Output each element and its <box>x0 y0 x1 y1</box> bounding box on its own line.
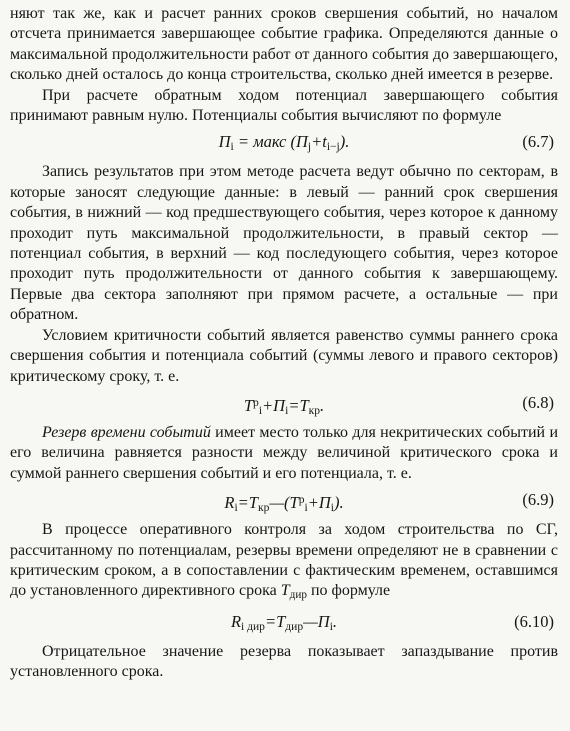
paragraph-2: При расчете обратным ходом потенциал завершающего события принимают равным нулю. Потенциалы события вычисляют по формуле <box>10 86 558 125</box>
paragraph-7: Отрицательное значение резерва показывает запаздывание против установленного срока. <box>10 642 558 680</box>
formula-6-10 <box>10 612 558 638</box>
formula-number: (6.10) <box>514 611 554 631</box>
paragraph-6-text: В процессе оперативного контроля за ходом строительства по СГ, рассчитанному по потенциалам, резервы времени определяют не в сравнении с критическим сроком, а в сопоставлении с фактическим временем, оставшимся до установленного директивного срока <box>10 521 558 600</box>
formula-expression: $R_{i дир}=T_{дир}—П_i$. <box>230 611 338 633</box>
formula-number: (6.7) <box>522 132 554 152</box>
formula-expression: $R_i=T_{кр}—(T^р_i+П_i)$. <box>224 493 344 515</box>
paragraph-1: няют так же, как и расчет ранних сроков свершения событий, но началом отсчета принимается завершающее событие графика. Определяются данные о максимальной продолжительности работ от данного события до завершающего, сколько дней осталось до конца строительства, сколько дней имеется в резерве. <box>10 5 558 84</box>
formula-expression: $П_i$ = макс $(П_j+t_{i-j})$. <box>218 132 350 154</box>
paragraph-5-text: имеет место только для некритических событий и его величина равняется разности между величиной критического срока и суммой раннего свершения событий и его потенциала, т. е. <box>10 423 559 482</box>
formula-number: (6.9) <box>522 490 554 510</box>
document-page <box>10 4 558 682</box>
formula-6-9 <box>10 490 558 516</box>
formula-expression: $T^р_i+П_i=T_{кр}$. <box>243 396 325 417</box>
paragraph-6 <box>10 520 558 605</box>
formula-6-8 <box>10 393 558 419</box>
term-italic: Резерв времени событий <box>42 423 211 441</box>
paragraph-4: Условием критичности событий является равенство суммы раннего срока свершения события и потенциала событий (суммы левого и правого секторов) критическому сроку, т. е. <box>10 326 558 385</box>
paragraph-6-tail: по формуле <box>306 582 391 600</box>
t-dir-symbol: $T_{дир}$ <box>280 582 307 602</box>
formula-6-7 <box>10 132 558 158</box>
paragraph-3: Запись результатов при этом методе расчета ведут обычно по секторам, в которые заносят следующие данные: в левый — ранний срок свершения события, в нижний — код предшествующего события, через которое к данному проходит путь максимальной продолжительности, в правый сектор — потенциал события, в верхний — код последующего события, через которое проходит путь продолжительности от данного события к завершающему. Первые два сектора заполняют при прямом расчете, а остальные — при обратном. <box>10 163 558 324</box>
paragraph-5 <box>10 423 558 484</box>
formula-number: (6.8) <box>522 392 554 412</box>
